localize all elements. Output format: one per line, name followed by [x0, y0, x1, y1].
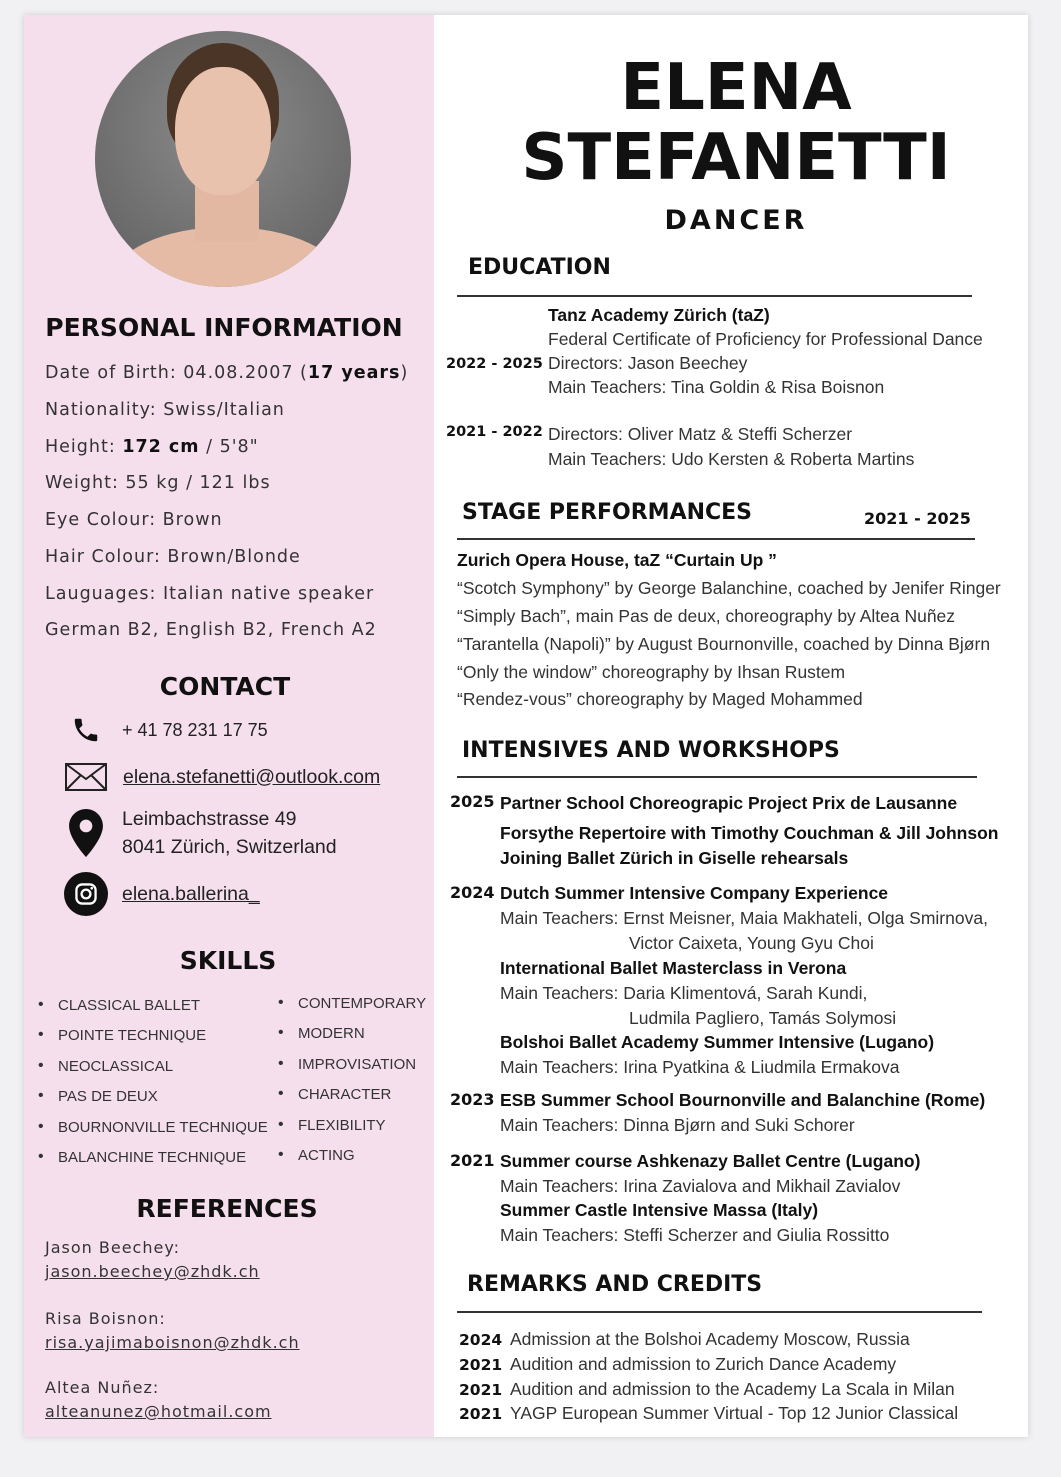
address-block [122, 805, 337, 861]
remark-year: 2021 [459, 1356, 503, 1374]
intensive-teachers: Main Teachers: Irina Pyatkina & Liudmila Ermakova [500, 1057, 900, 1077]
personal-info-title: PERSONAL INFORMATION [45, 313, 403, 342]
remark-year: 2021 [459, 1381, 503, 1399]
intensive-teachers: Victor Caixeta, Young Gyu Choi [629, 933, 874, 953]
dob-end: ) [400, 363, 409, 383]
intensives-divider [457, 776, 977, 778]
education-certificate: Federal Certificate of Proficiency for Professional Dance [548, 329, 983, 349]
intensive-teachers: Main Teachers: Steffi Scherzer and Giulia Rossitto [500, 1225, 890, 1245]
skill-item: • MODERN [278, 1025, 426, 1055]
reference-email[interactable]: jason.beechey@zhdk.ch [45, 1262, 260, 1281]
skill-item: • POINTE TECHNIQUE [38, 1027, 268, 1057]
location-pin-icon [64, 805, 108, 861]
languages-line: Lauguages: Italian native speaker [45, 584, 375, 604]
education-school: Tanz Academy Zürich (taZ) [548, 305, 770, 325]
education-divider [457, 295, 972, 297]
intensive-teachers: Ludmila Pagliero, Tamás Solymosi [629, 1008, 897, 1028]
skill-item: • FLEXIBILITY [278, 1117, 426, 1147]
intensive-teachers: Main Teachers: Daria Klimentová, Sarah Kundi, [500, 983, 868, 1003]
education-years-2: 2021 - 2022 [446, 424, 543, 440]
stage-title: STAGE PERFORMANCES [462, 500, 753, 525]
skill-item: • BALANCHINE TECHNIQUE [38, 1149, 268, 1179]
intensive-title: Forsythe Repertoire with Timothy Couchman & Jill Johnson [500, 823, 999, 843]
profile-photo [95, 31, 351, 287]
instagram-icon [64, 872, 108, 916]
education-teachers-2: Main Teachers: Udo Kersten & Roberta Martins [548, 449, 915, 469]
instagram-link[interactable]: elena.ballerina_ [122, 882, 260, 905]
height-value: 172 cm [122, 437, 200, 457]
skill-item: • ACTING [278, 1147, 426, 1177]
stage-item: “Simply Bach”, main Pas de deux, choreography by Altea Nuñez [457, 606, 956, 626]
intensive-teachers: Main Teachers: Ernst Meisner, Maia Makhateli, Olga Smirnova, [500, 908, 988, 928]
skill-item: • NEOCLASSICAL [38, 1058, 268, 1088]
resume-page [24, 15, 1028, 1437]
intensive-year-2021: 2021 [450, 1151, 495, 1170]
intensive-title: ESB Summer School Bournonville and Balanchine (Rome) [500, 1090, 986, 1110]
skill-item: • CHARACTER [278, 1086, 426, 1116]
contact-instagram [64, 872, 260, 916]
intensive-title: Partner School Choreograpic Project Prix de Lausanne [500, 793, 958, 813]
contact-email [64, 755, 380, 799]
dob-label: Date of Birth: 04.08.2007 ( [45, 363, 308, 383]
height-line [45, 437, 259, 457]
education-years-1: 2022 - 2025 [446, 356, 543, 372]
intensive-title: Bolshoi Ballet Academy Summer Intensive (Lugano) [500, 1032, 935, 1052]
skill-item: • PAS DE DEUX [38, 1088, 268, 1118]
skill-item: • CONTEMPORARY [278, 995, 426, 1025]
intensive-year-2024: 2024 [450, 883, 495, 902]
intensive-teachers: Main Teachers: Dinna Bjørn and Suki Schorer [500, 1115, 855, 1135]
intensive-title: Joining Ballet Zürich in Giselle rehearsals [500, 848, 849, 868]
contact-address [64, 805, 337, 861]
stage-item: “Scotch Symphony” by George Balanchine, coached by Jenifer Ringer [457, 578, 1001, 598]
remark-text: YAGP European Summer Virtual - Top 12 Junior Classical [510, 1403, 959, 1423]
reference-name: Altea Nuñez: [45, 1378, 160, 1397]
reference-email[interactable]: alteanunez@hotmail.com [45, 1402, 272, 1421]
phone-number[interactable]: + 41 78 231 17 75 [122, 719, 268, 740]
intensive-title: Summer Castle Intensive Massa (Italy) [500, 1200, 819, 1220]
eye-colour-line: Eye Colour: Brown [45, 510, 223, 530]
dob-line [45, 363, 408, 383]
remark-year: 2021 [459, 1405, 503, 1423]
address-line-1: Leimbachstrasse 49 [122, 808, 297, 830]
remark-year: 2024 [459, 1331, 503, 1349]
intensive-title: International Ballet Masterclass in Verona [500, 958, 847, 978]
weight-line: Weight: 55 kg / 121 lbs [45, 473, 271, 493]
education-teachers-1: Main Teachers: Tina Goldin & Risa Boisnon [548, 377, 885, 397]
skill-item: • CLASSICAL BALLET [38, 997, 268, 1027]
skills-title: SKILLS [179, 946, 277, 975]
intensive-title: Summer course Ashkenazy Ballet Centre (Lugano) [500, 1151, 921, 1171]
contact-phone [64, 708, 268, 752]
stage-years: 2021 - 2025 [864, 509, 971, 528]
phone-icon [64, 708, 108, 752]
stage-divider [457, 538, 975, 540]
name-first: ELENA [620, 51, 852, 125]
height-label: Height: [45, 437, 123, 457]
reference-item [45, 1307, 300, 1355]
dob-age: 17 years [307, 363, 401, 383]
education-directors-1: Directors: Jason Beechey [548, 353, 748, 373]
intensive-teachers: Main Teachers: Irina Zavialova and Mikhail Zavialov [500, 1176, 901, 1196]
sidebar [24, 15, 434, 1437]
remark-text: Audition and admission to the Academy La Scala in Milan [510, 1379, 955, 1399]
stage-item: “Only the window” choreography by Ihsan Rustem [457, 662, 846, 682]
stage-venue: Zurich Opera House, taZ “Curtain Up ” [457, 550, 777, 570]
intensive-year-2023: 2023 [450, 1090, 495, 1109]
intensives-title: INTENSIVES AND WORKSHOPS [462, 738, 840, 763]
reference-email[interactable]: risa.yajimaboisnon@zhdk.ch [45, 1333, 300, 1352]
nationality-line: Nationality: Swiss/Italian [45, 400, 285, 420]
email-link[interactable]: elena.stefanetti@outlook.com [123, 765, 381, 788]
address-line-2: 8041 Zürich, Switzerland [122, 836, 337, 858]
intensive-title: Dutch Summer Intensive Company Experience [500, 883, 889, 903]
remark-text: Audition and admission to Zurich Dance Academy [510, 1354, 897, 1374]
reference-name: Jason Beechey: [45, 1238, 181, 1257]
education-title: EDUCATION [468, 255, 611, 280]
remarks-divider [457, 1311, 982, 1313]
reference-item [45, 1236, 260, 1284]
stage-item: “Tarantella (Napoli)” by August Bournonville, coached by Dinna Bjørn [457, 634, 991, 654]
skills-list-right [278, 995, 426, 1177]
intensive-year-2025: 2025 [450, 792, 495, 811]
education-directors-2: Directors: Oliver Matz & Steffi Scherzer [548, 424, 853, 444]
skill-item: • IMPROVISATION [278, 1056, 426, 1086]
remark-text: Admission at the Bolshoi Academy Moscow, Russia [510, 1329, 910, 1349]
reference-name: Risa Boisnon: [45, 1309, 166, 1328]
remarks-title: REMARKS AND CREDITS [467, 1272, 763, 1297]
height-rest: / 5'8" [199, 437, 259, 457]
envelope-icon [64, 755, 108, 799]
skills-list-left [38, 997, 268, 1179]
hair-colour-line: Hair Colour: Brown/Blonde [45, 547, 301, 567]
skill-item: • BOURNONVILLE TECHNIQUE [38, 1119, 268, 1149]
references-title: REFERENCES [136, 1194, 318, 1223]
languages-line-2: German B2, English B2, French A2 [45, 620, 377, 640]
stage-item: “Rendez-vous” choreography by Maged Mohammed [457, 689, 863, 709]
reference-item [45, 1376, 272, 1424]
role-title: DANCER [664, 205, 808, 236]
main-column [434, 15, 1028, 1437]
contact-title: CONTACT [159, 672, 291, 701]
name-last: STEFANETTI [521, 121, 951, 195]
